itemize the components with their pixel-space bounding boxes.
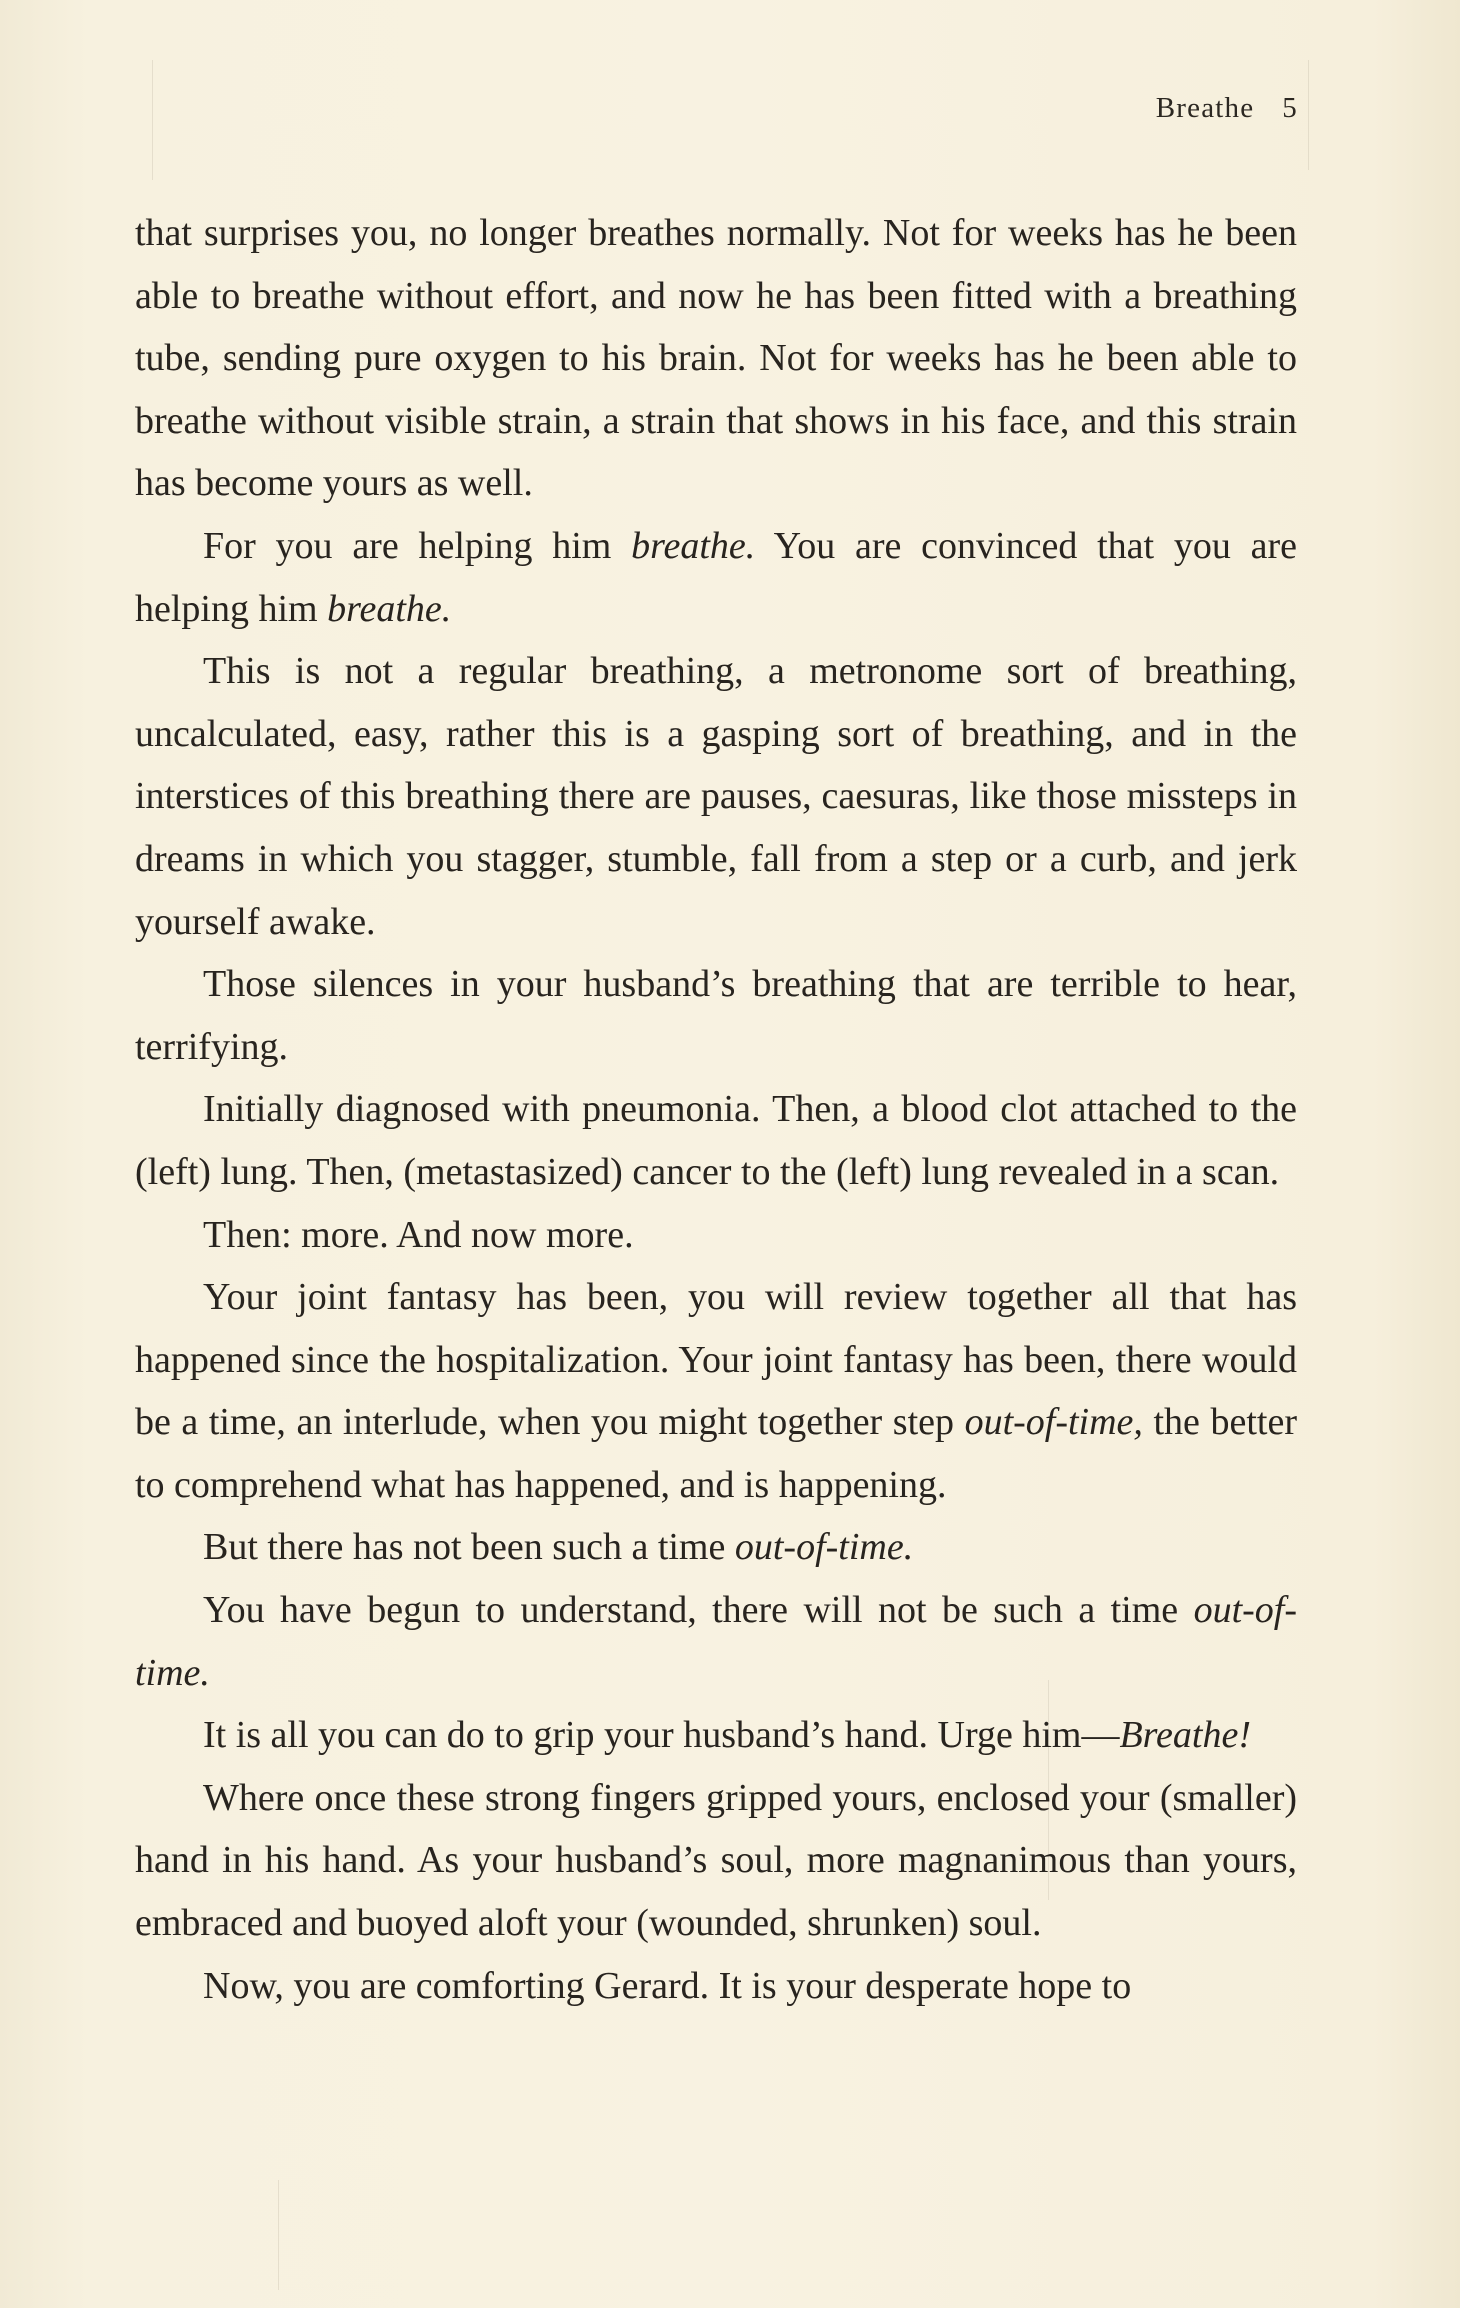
- text-run: the better to comprehend what has happened, and is happening.: [135, 1401, 1297, 1506]
- text-run: But there has not been such a time: [203, 1526, 735, 1569]
- text-run: For you are helping him: [203, 524, 632, 567]
- paragraph: [135, 1579, 1297, 1704]
- text-run: You are convinced that you are helping him: [135, 524, 1297, 630]
- text-run: Where once these strong fingers gripped yours, enclosed your (smaller) hand in his hand. As your husband’s soul, more magnanimous than yours, embraced and buoyed aloft your (wounded, shrunken) soul.: [135, 1776, 1297, 1945]
- paragraph: [135, 202, 1297, 515]
- page-number: 5: [1282, 92, 1298, 124]
- text-run: Your joint fantasy has been, you will review together all that has happened since the hospitalization. Your joint fantasy has been, there would be a time, an interlude, when you might together step: [135, 1276, 1297, 1444]
- italic-text: Breathe!: [1119, 1714, 1251, 1757]
- italic-text: out-of-time,: [964, 1401, 1143, 1444]
- text-run: This is not a regular breathing, a metronome sort of breathing, uncalculated, easy, rather this is a gasping sort of breathing, and in the interstices of this breathing there are pauses, caesuras, like those missteps in dreams in which you stagger, stumble, fall from a step or a curb, and jerk yourself awake.: [135, 650, 1297, 943]
- paragraph: [135, 1955, 1297, 2018]
- text-run: It is all you can do to grip your husband’s hand. Urge him—: [203, 1714, 1120, 1757]
- paragraph: [135, 1704, 1297, 1767]
- italic-text: out-of-time.: [135, 1589, 1297, 1694]
- running-head-title: Breathe: [1155, 92, 1255, 124]
- text-run: Then: more. And now more.: [203, 1213, 634, 1256]
- paragraph: [135, 1078, 1297, 1203]
- text-run: Initially diagnosed with pneumonia. Then, a blood clot attached to the (left) lung. Then, (metastasized) cancer to the (left) lung revealed in a scan.: [135, 1088, 1297, 1193]
- paragraph: [135, 1204, 1297, 1267]
- paragraph: [135, 1767, 1297, 1955]
- text-run: You have begun to understand, there will not be such a time: [203, 1589, 1194, 1632]
- paragraph: [135, 953, 1297, 1078]
- italic-text: breathe.: [327, 587, 452, 630]
- text-run: Those silences in your husband’s breathing that are terrible to hear, terrifying.: [135, 963, 1297, 1068]
- text-run: that surprises you, no longer breathes normally. Not for weeks has he been able to breathe without effort, and now he has been fitted with a breathing tube, sending pure oxygen to his brain. Not for weeks has he been able to breathe without visible strain, a strain that shows in his face, and this strain has become yours as well.: [135, 212, 1297, 505]
- body-text: [135, 202, 1297, 2017]
- page-show-through-line: [1308, 60, 1309, 170]
- page-show-through-line: [278, 2180, 279, 2290]
- paragraph: [135, 1516, 1297, 1579]
- page-show-through-line: [152, 60, 153, 180]
- paragraph: [135, 640, 1297, 953]
- italic-text: out-of-time.: [734, 1526, 914, 1569]
- paragraph: [135, 515, 1297, 640]
- paragraph: [135, 1266, 1297, 1516]
- running-head: [1156, 92, 1298, 125]
- italic-text: breathe.: [631, 524, 756, 567]
- text-run: Now, you are comforting Gerard. It is your desperate hope to: [203, 1964, 1132, 2007]
